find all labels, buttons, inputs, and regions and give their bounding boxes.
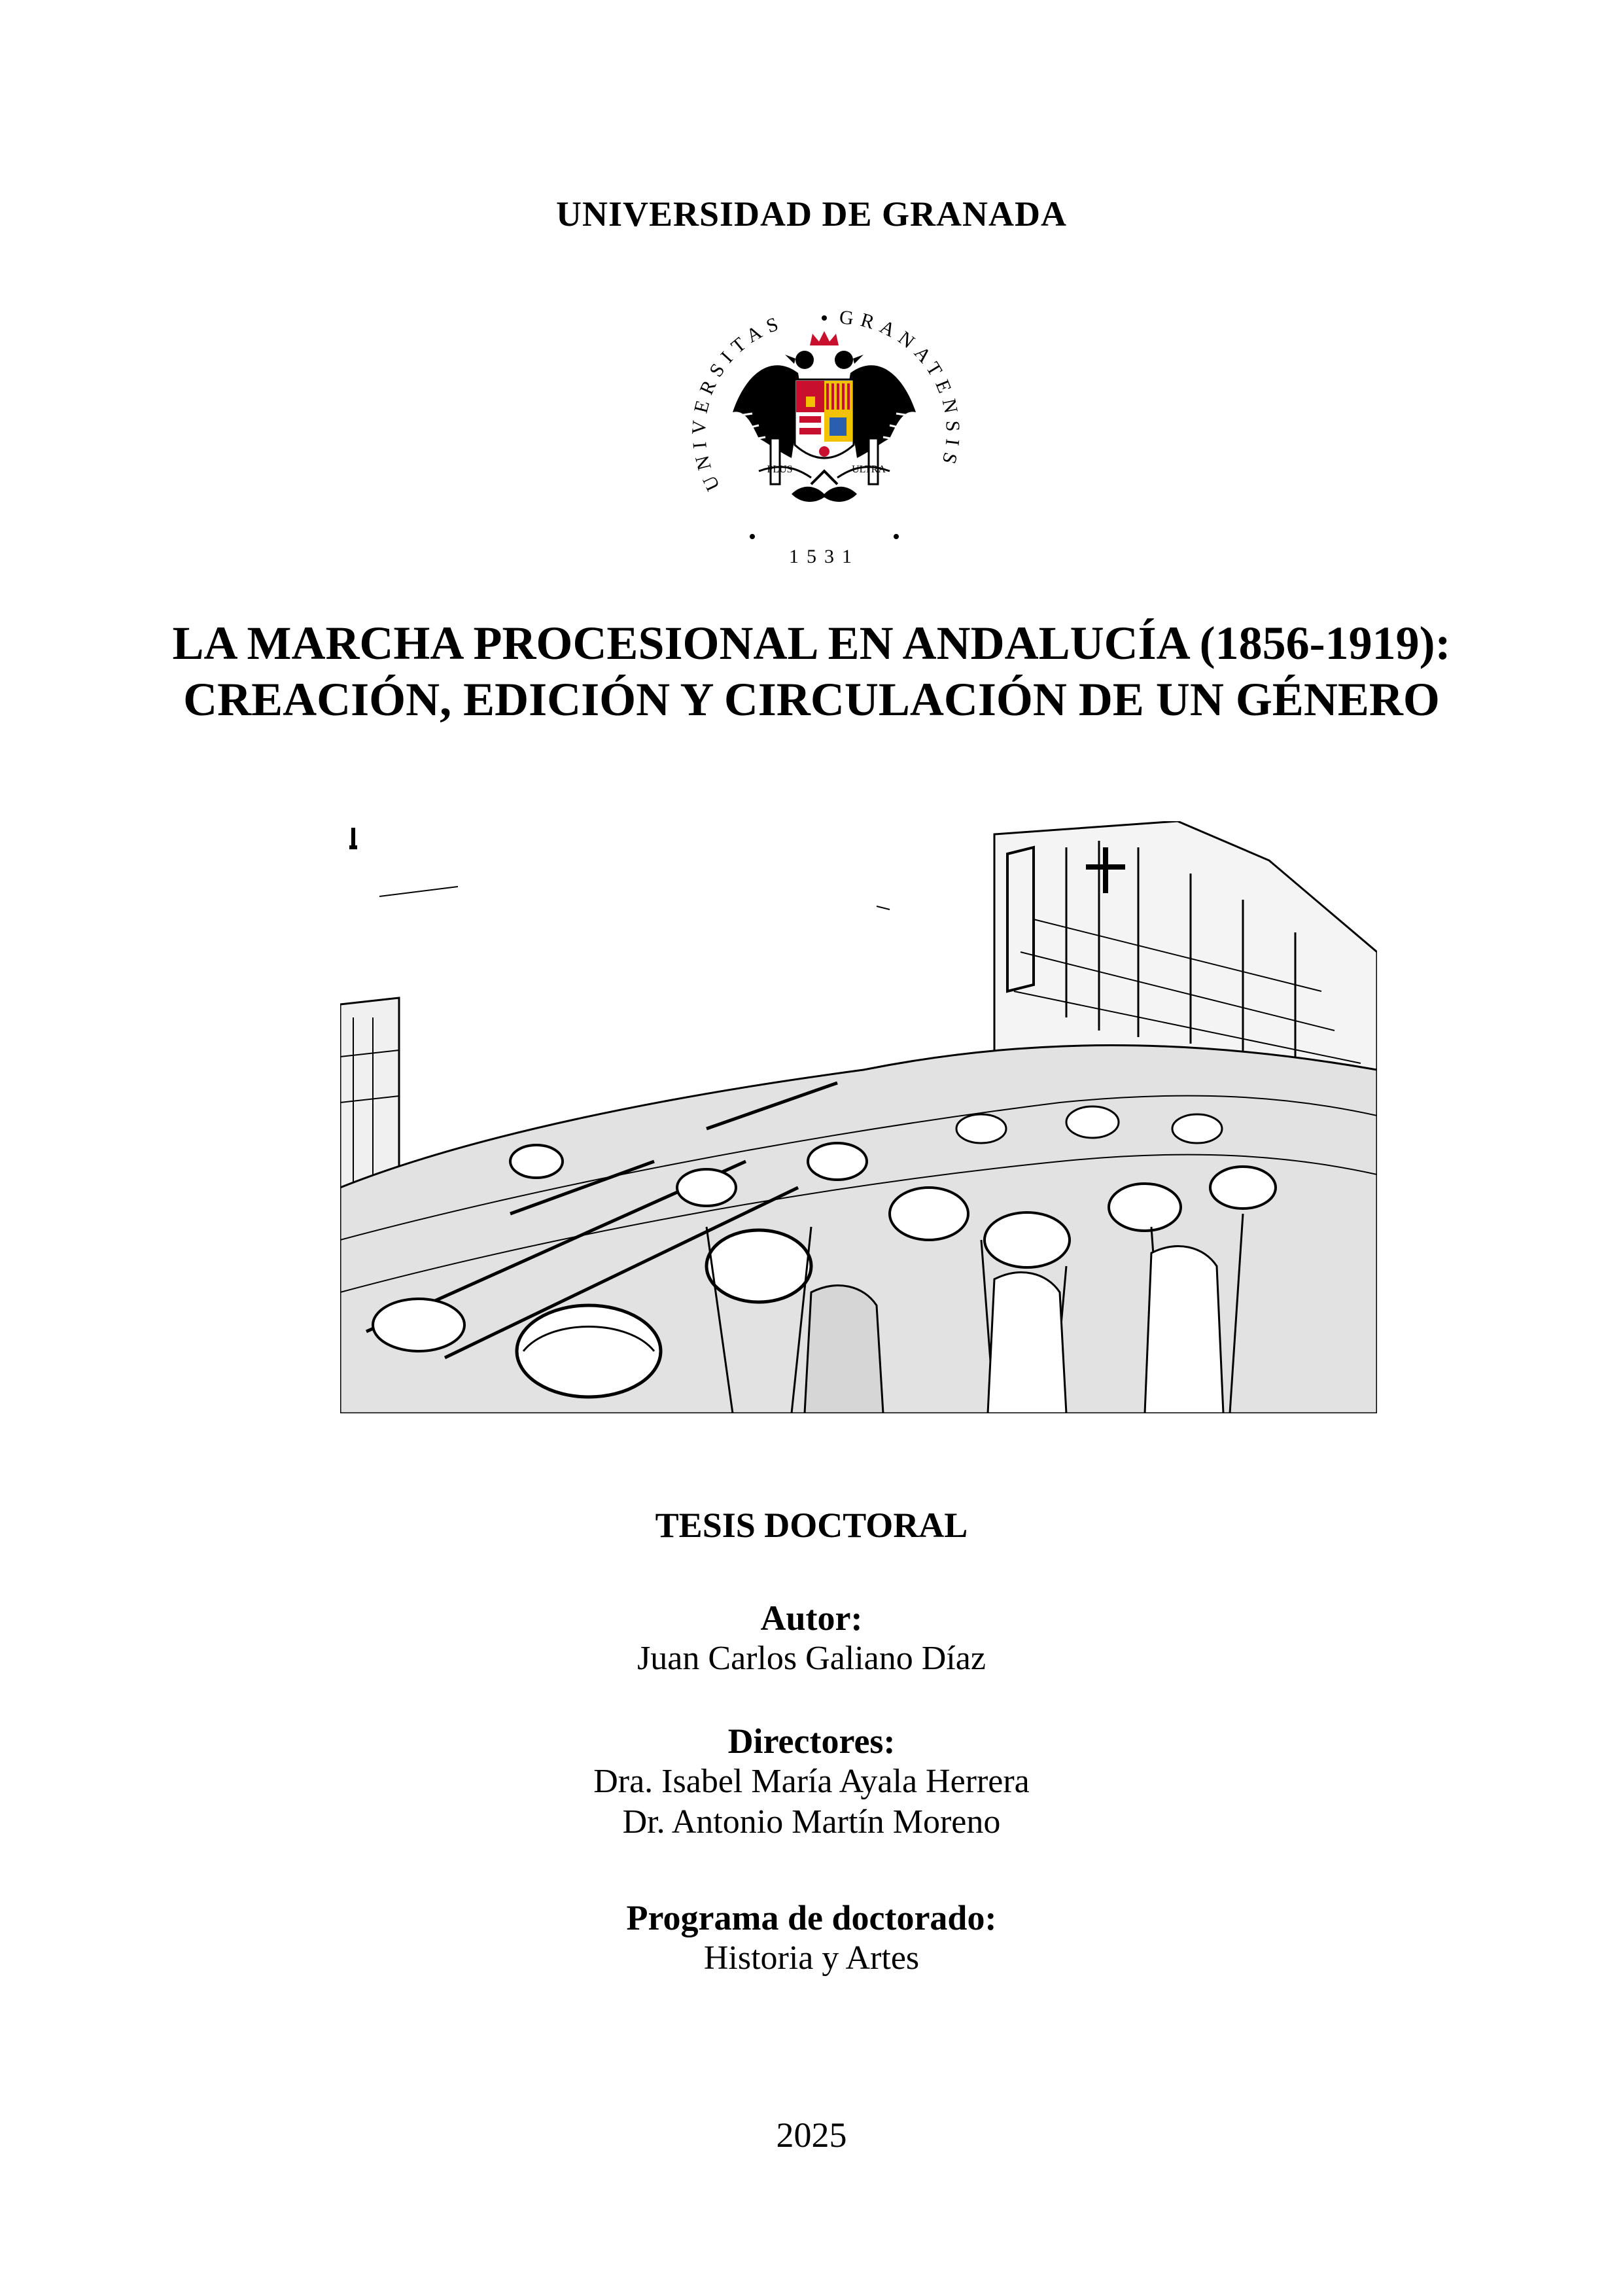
university-seal-logo [661, 275, 988, 576]
thesis-year: 2025 [776, 2115, 847, 2155]
thesis-title-line-2: CREACIÓN, EDICIÓN Y CIRCULACIÓN DE UN GÉNERO [183, 673, 1440, 726]
thesis-title [0, 615, 1623, 728]
document-type: TESIS DOCTORAL [655, 1506, 968, 1545]
program-label: Programa de doctorado: [626, 1898, 997, 1937]
director-name: Dr. Antonio Martín Moreno [622, 1803, 1001, 1841]
program-block [0, 1898, 1623, 1979]
svg-text:UNIVERSITAS: UNIVERSITAS [688, 311, 788, 495]
svg-text:ULTRA: ULTRA [852, 464, 886, 475]
procession-illustration [340, 821, 1377, 1413]
author-name: Juan Carlos Galiano Díaz [637, 1640, 986, 1677]
svg-text:PLUS: PLUS [767, 464, 793, 475]
author-label: Autor: [760, 1598, 863, 1638]
directors-label: Directores: [727, 1722, 896, 1761]
director-name: Dra. Isabel María Ayala Herrera [593, 1763, 1030, 1800]
author-block [0, 1598, 1623, 1679]
svg-text:GRANATENSIS: GRANATENSIS [838, 306, 964, 473]
program-name: Historia y Artes [703, 1939, 920, 1977]
svg-text:1531: 1531 [789, 546, 860, 567]
university-name: UNIVERSIDAD DE GRANADA [555, 194, 1068, 234]
directors-block [0, 1721, 1623, 1843]
thesis-title-line-1: LA MARCHA PROCESIONAL EN ANDALUCÍA (1856-1919): [172, 617, 1451, 669]
